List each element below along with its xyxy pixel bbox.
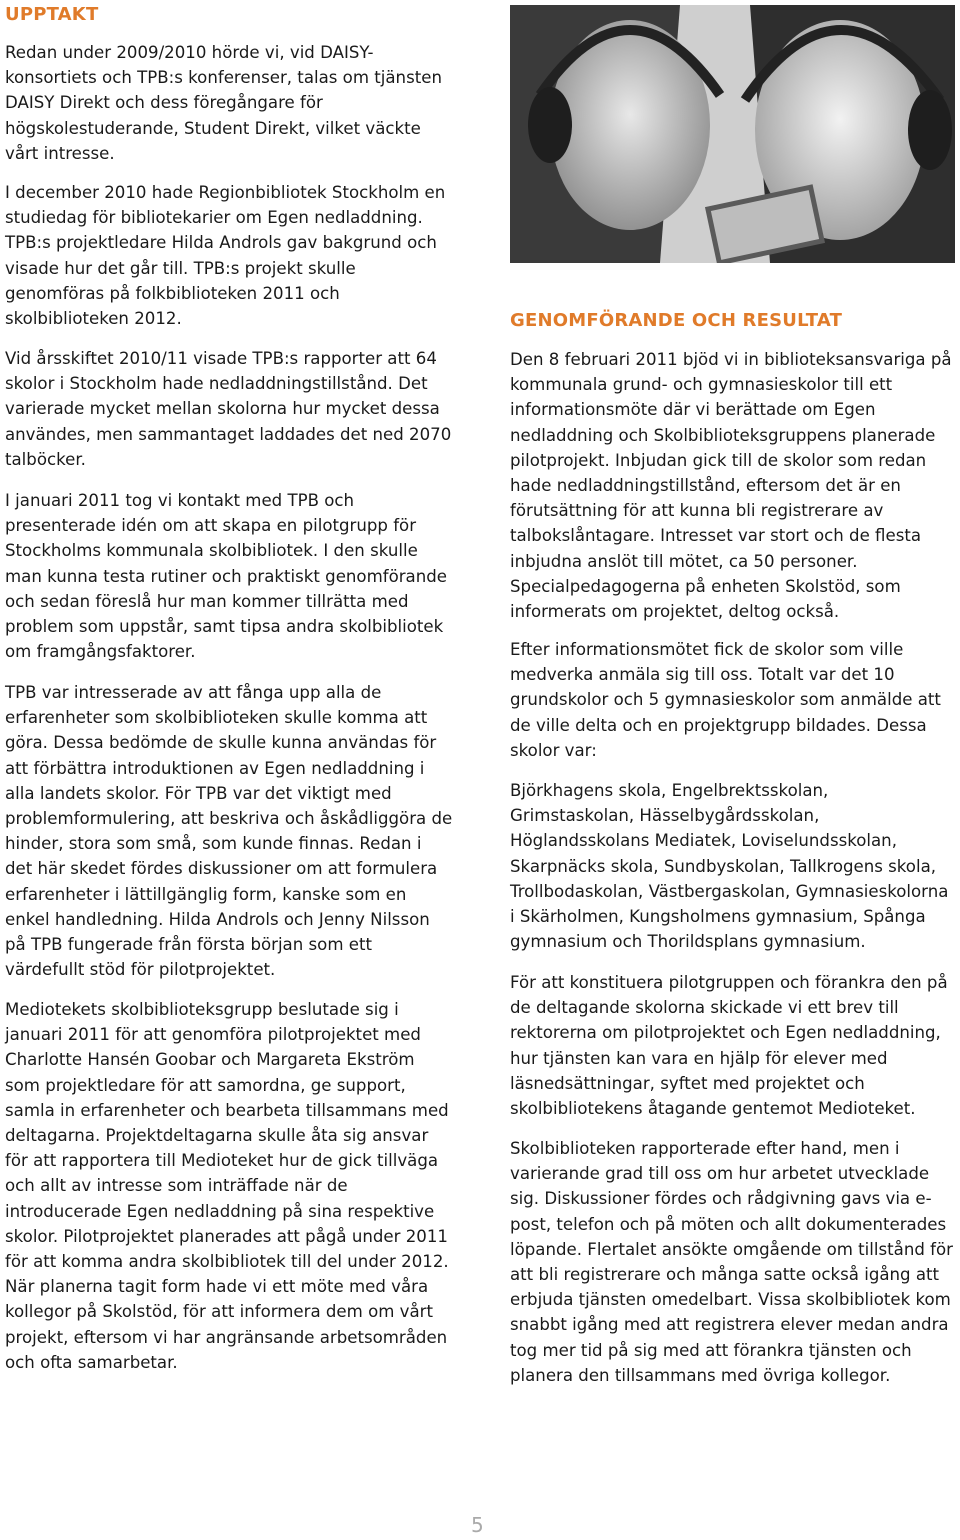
paragraph-text: Björkhagens skola, Engelbrektsskolan, Grimstaskolan, Hässelbygårdsskolan, Höglandsskolans Mediatek, Loviselundsskolan, Skarpnäcks skola, Sundbyskolan, Tallkrogens skola, Trollbodaskolan, Västbergaskolan, Gymnasieskolorna i Skärholmen, Kungsholmens gymnasium, Spånga gymnasium och Thorildsplans gymnasium. [510, 781, 949, 952]
paragraph [5, 680, 453, 982]
paragraph-text: I januari 2011 tog vi kontakt med TPB och presenterade idén om att skapa en pilotgrupp för Stockholms kommunala skolbibliotek. I den skulle man kunna testa rutiner och praktiskt genomförande och sedan föreslå hur man kommer tillrätta med problem som uppstår, samt tipsa andra skolbibliotek om framgångsfaktorer. [5, 491, 447, 662]
paragraph [5, 997, 453, 1375]
paragraph [5, 488, 453, 664]
paragraph-text: Skolbiblioteken rapporterade efter hand, men i varierande grad till oss om hur arbetet utvecklade sig. Diskussioner fördes och rådgivning gavs via e-post, telefon och på möten och allt dokumenterades löpande. Flertalet ansökte omgående om tillstånd för att bli registrerare och många satte också igång att erbjuda tjänsten omedelbart. Vissa skolbibliotek kom snabbt igång med att registrera elever medan andra tog mer tid på sig med att förankra tjänsten och planera den tillsammans med övriga kollegor. [510, 1139, 953, 1385]
paragraph-text: Efter informationsmötet fick de skolor som ville medverka anmäla sig till oss. Totalt var det 10 grundskolor och 5 gymnasieskolor som anmälde att de ville delta och en projektgrupp bildades. Dessa skolor var: [510, 640, 941, 760]
paragraph [510, 637, 955, 763]
paragraph-text: Vid årsskiftet 2010/11 visade TPB:s rapporter att 64 skolor i Stockholm hade nedladdningstillstånd. Det varierade mycket mellan skolorna hur mycket dessa användes, men sammantaget laddades det ned 2070 talböcker. [5, 349, 452, 469]
page-number: 5 [471, 1513, 484, 1537]
paragraph [510, 1136, 955, 1388]
paragraph-text: TPB var intresserade av att fånga upp alla de erfarenheter som skolbiblioteken skulle komma att göra. Dessa bedömde de skulle kunna användas för att förbättra introduktionen av Egen nedladdning i alla landets skolor. För TPB var det viktigt med problemformulering, att beskriva och åskådliggöra de hinder, stora som små, som kunde finnas. Redan i det här skedet fördes diskussioner om att formulera erfarenheter i lättillgänglig form, kanske som en enkel handledning. Hilda Androls och Jenny Nilsson på TPB fungerade från första början som ett värdefullt stöd för pilotprojektet. [5, 683, 453, 980]
photo-two-girls-headphones [510, 5, 955, 263]
paragraph [5, 180, 453, 331]
section-heading-upptakt: UPPTAKT [5, 4, 99, 25]
paragraph [5, 40, 453, 166]
paragraph-text: För att konstituera pilotgruppen och förankra den på de deltagande skolorna skickade vi ett brev till rektorerna om pilotprojektet och Egen nedladdning, hur tjänsten kan vara en hjälp för elever med läsnedsättningar, syftet med projektet och skolbibliotekens åtagande gentemot Medioteket. [510, 973, 948, 1119]
paragraph-text: Redan under 2009/2010 hörde vi, vid DAISY-konsortiets och TPB:s konferenser, talas om tjänsten DAISY Direkt och dess föregångare för högskolestuderande, Student Direkt, vilket väckte vårt intresse. [5, 43, 442, 163]
photo-illustration [510, 5, 955, 263]
paragraph-text: Mediotekets skolbiblioteksgrupp beslutade sig i januari 2011 för att genomföra pilotprojektet med Charlotte Hansén Goobar och Margareta Ekström som projektledare för att samordna, ge support, samla in erfarenheter och bearbeta tillsammans med deltagarna. Projektdeltagarna skulle åta sig ansvar för att rapportera till Medioteket hur de gick tillväga och allt av intresse som inträffade när de introducerade Egen nedladdning på sina respektive skolor. Pilotprojektet planerades att pågå under 2011 för att komma andra skolbibliotek till del under 2012. När planerna tagit form hade vi ett möte med våra kollegor på Skolstöd, för att informera dem om vårt projekt, eftersom vi har angränsande arbetsområden och ofta samarbetar. [5, 1000, 449, 1372]
paragraph [510, 778, 955, 954]
paragraph-text: Den 8 februari 2011 bjöd vi in biblioteksansvariga på kommunala grund- och gymnasieskolor till ett informationsmöte där vi berättade om Egen nedladdning och Skolbiblioteksgruppens planerade pilotprojekt. Inbjudan gick till de skolor som redan hade nedladdningstillstånd, eftersom det är en förutsättning för att kunna bli registrerare av talbokslåntagare. Intresset var stort och de flesta inbjudna anslöt till mötet, ca 50 personer. Specialpedagogerna på enheten Skolstöd, som informerats om projektet, deltog också. [510, 350, 952, 622]
section-heading-genomforande: GENOMFÖRANDE OCH RESULTAT [510, 310, 843, 331]
paragraph [510, 970, 955, 1121]
paragraph [510, 347, 955, 624]
paragraph [5, 346, 453, 472]
paragraph-text: I december 2010 hade Regionbibliotek Stockholm en studiedag för bibliotekarier om Egen nedladdning. TPB:s projektledare Hilda Androls gav bakgrund och visade hur det går till. TPB:s projekt skulle genomföras på folkbiblioteken 2011 och skolbiblioteken 2012. [5, 183, 446, 329]
